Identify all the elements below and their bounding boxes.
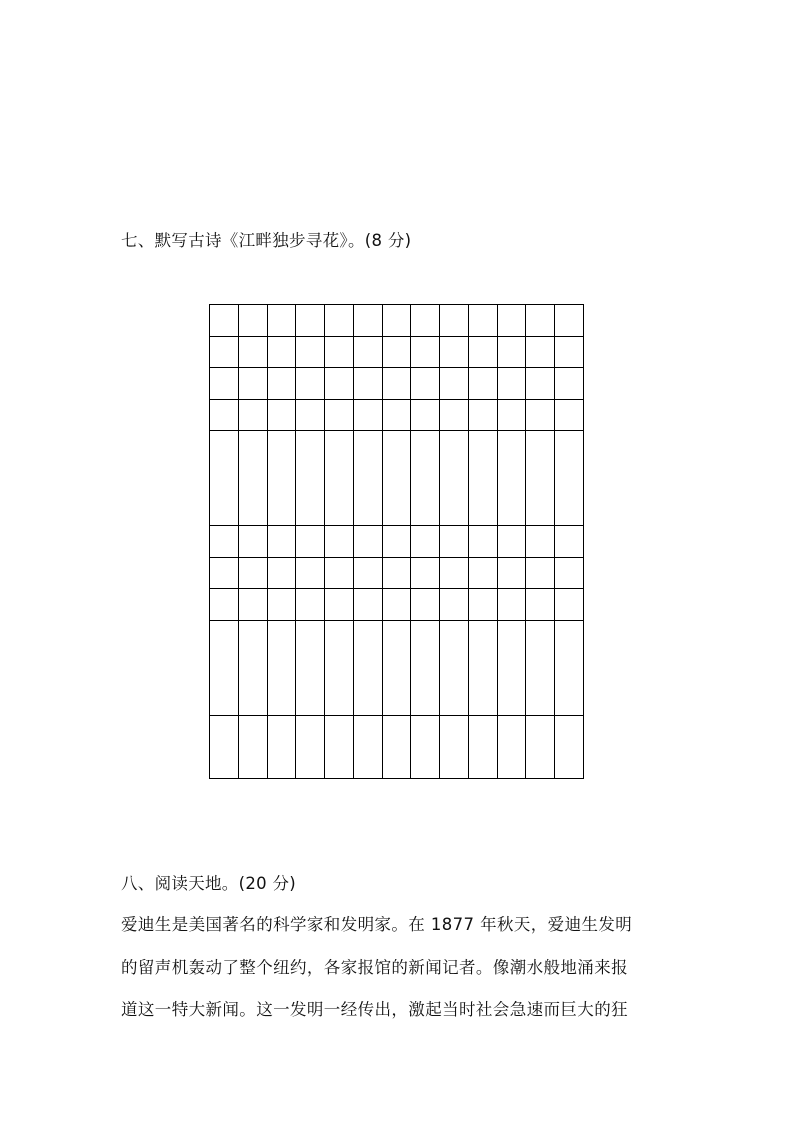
writing-grid-lines (209, 304, 584, 779)
reading-passage-line-2: 的留声机轰动了整个纽约，各家报馆的新闻记者。像潮水般地涌来报 (121, 958, 628, 977)
poem-writing-grid[interactable] (209, 304, 584, 779)
reading-passage-line-1: 爱迪生是美国著名的科学家和发明家。在 1877 年秋天，爱迪生发明 (121, 915, 633, 934)
section-7-heading: 七、默写古诗《江畔独步寻花》。(8 分) (121, 231, 412, 250)
reading-passage-line-3: 道这一特大新闻。这一发明一经传出，激起当时社会急速而巨大的狂 (121, 1000, 628, 1019)
section-8-heading: 八、阅读天地。(20 分) (121, 874, 297, 893)
